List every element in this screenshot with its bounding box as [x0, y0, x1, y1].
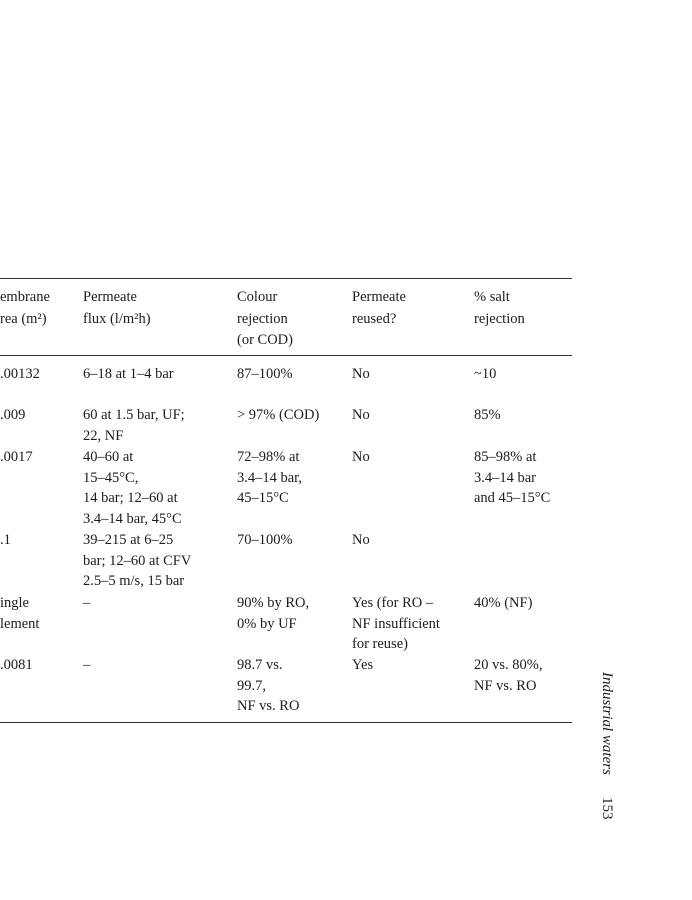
- page-number: 153: [599, 796, 615, 820]
- column-header-permeate-flux: [83, 287, 151, 330]
- table-cell-permeate-reused: [352, 530, 370, 551]
- table-top-rule: [0, 278, 572, 279]
- cell-line: 72–98% at: [237, 449, 300, 465]
- cell-line: NF vs. RO: [474, 677, 537, 694]
- cell-line: 85–98% at: [474, 449, 537, 465]
- table-cell-permeate-reused: [352, 405, 370, 426]
- cell-line: 60 at 1.5 bar, UF;: [83, 407, 185, 423]
- cell-line: 87–100%: [237, 366, 293, 382]
- cell-line: (or COD): [237, 332, 293, 348]
- cell-line: 6–18 at 1–4 bar: [83, 366, 174, 382]
- running-head: [598, 672, 615, 819]
- table-cell-membrane-area: [0, 593, 39, 634]
- column-header-membrane-area: [0, 287, 50, 330]
- cell-line: 85%: [474, 407, 501, 423]
- cell-line: 45–15°C: [237, 490, 289, 506]
- cell-line: .0081: [0, 657, 33, 673]
- cell-line: embrane: [0, 289, 50, 305]
- table-cell-permeate-flux: [83, 530, 191, 592]
- cell-line: No: [352, 366, 370, 382]
- table-cell-permeate-reused: [352, 593, 440, 655]
- table-cell-permeate-flux: [83, 447, 182, 529]
- cell-line: flux (l/m²h): [83, 310, 151, 327]
- table-cell-salt-rejection: [474, 593, 532, 614]
- cell-line: for reuse): [352, 636, 408, 652]
- cell-line: 3.4–14 bar,: [237, 469, 303, 486]
- cell-line: > 97% (COD): [237, 407, 320, 423]
- cell-line: rea (m²): [0, 310, 47, 327]
- header-bottom-rule: [0, 355, 572, 356]
- table-cell-permeate-reused: [352, 655, 373, 676]
- cell-line: reused?: [352, 310, 397, 327]
- table-cell-colour-rejection: [237, 655, 299, 717]
- cell-line: NF vs. RO: [237, 698, 300, 714]
- cell-line: Colour: [237, 289, 278, 305]
- cell-line: 70–100%: [237, 532, 293, 548]
- table-cell-permeate-flux: [83, 405, 185, 446]
- table-cell-salt-rejection: [474, 655, 542, 696]
- table-cell-salt-rejection: [474, 447, 550, 509]
- cell-line: No: [352, 407, 370, 423]
- cell-line: No: [352, 449, 370, 465]
- cell-line: ingle: [0, 595, 29, 611]
- table-cell-permeate-flux: [83, 593, 90, 614]
- table-cell-membrane-area: [0, 655, 33, 676]
- cell-line: 3.4–14 bar: [474, 469, 537, 486]
- cell-line: 14 bar; 12–60 at: [83, 490, 178, 506]
- table-cell-permeate-flux: [83, 655, 90, 676]
- cell-line: 40% (NF): [474, 595, 533, 611]
- cell-line: Permeate: [352, 289, 406, 305]
- column-header-colour-rejection: [237, 287, 293, 352]
- cell-line: rejection: [474, 310, 525, 327]
- table-cell-colour-rejection: [237, 530, 293, 551]
- cell-line: 40–60 at: [83, 449, 134, 465]
- table-cell-salt-rejection: [474, 405, 501, 426]
- table-cell-membrane-area: [0, 530, 11, 551]
- cell-line: 99.7,: [237, 677, 266, 694]
- table-cell-colour-rejection: [237, 447, 302, 509]
- cell-line: 98.7 vs.: [237, 657, 283, 673]
- table-bottom-rule: [0, 722, 572, 723]
- cell-line: Permeate: [83, 289, 137, 305]
- table-cell-permeate-flux: [83, 364, 174, 385]
- cell-line: rejection: [237, 310, 288, 327]
- table-cell-salt-rejection: [474, 364, 496, 385]
- cell-line: 15–45°C,: [83, 469, 139, 486]
- cell-line: –: [83, 657, 91, 673]
- cell-line: 20 vs. 80%,: [474, 657, 543, 673]
- cell-line: 0% by UF: [237, 615, 297, 632]
- table-cell-colour-rejection: [237, 593, 309, 634]
- table-cell-membrane-area: [0, 447, 33, 468]
- cell-line: 22, NF: [83, 427, 124, 444]
- cell-line: .00132: [0, 366, 40, 382]
- table-cell-colour-rejection: [237, 405, 319, 426]
- cell-line: lement: [0, 615, 40, 632]
- cell-line: –: [83, 595, 91, 611]
- cell-line: NF insufficient: [352, 615, 440, 632]
- cell-line: 39–215 at 6–25: [83, 532, 174, 548]
- cell-line: 90% by RO,: [237, 595, 310, 611]
- table-cell-membrane-area: [0, 405, 25, 426]
- column-header-permeate-reused: [352, 287, 406, 330]
- cell-line: Yes (for RO –: [352, 595, 434, 611]
- cell-line: and 45–15°C: [474, 490, 551, 506]
- cell-line: No: [352, 532, 370, 548]
- cell-line: % salt: [474, 289, 510, 305]
- cell-line: ~10: [474, 366, 497, 382]
- running-head-title: Industrial waters: [599, 672, 615, 775]
- column-header-salt-rejection: [474, 287, 525, 330]
- cell-line: bar; 12–60 at CFV: [83, 552, 192, 569]
- cell-line: 2.5–5 m/s, 15 bar: [83, 573, 185, 589]
- cell-line: Yes: [352, 657, 374, 673]
- cell-line: 3.4–14 bar, 45°C: [83, 510, 182, 527]
- table-cell-permeate-reused: [352, 447, 370, 468]
- cell-line: .0017: [0, 449, 33, 465]
- cell-line: .1: [0, 532, 11, 548]
- table-cell-permeate-reused: [352, 364, 370, 385]
- cell-line: .009: [0, 407, 26, 423]
- table-cell-membrane-area: [0, 364, 40, 385]
- table-cell-colour-rejection: [237, 364, 293, 385]
